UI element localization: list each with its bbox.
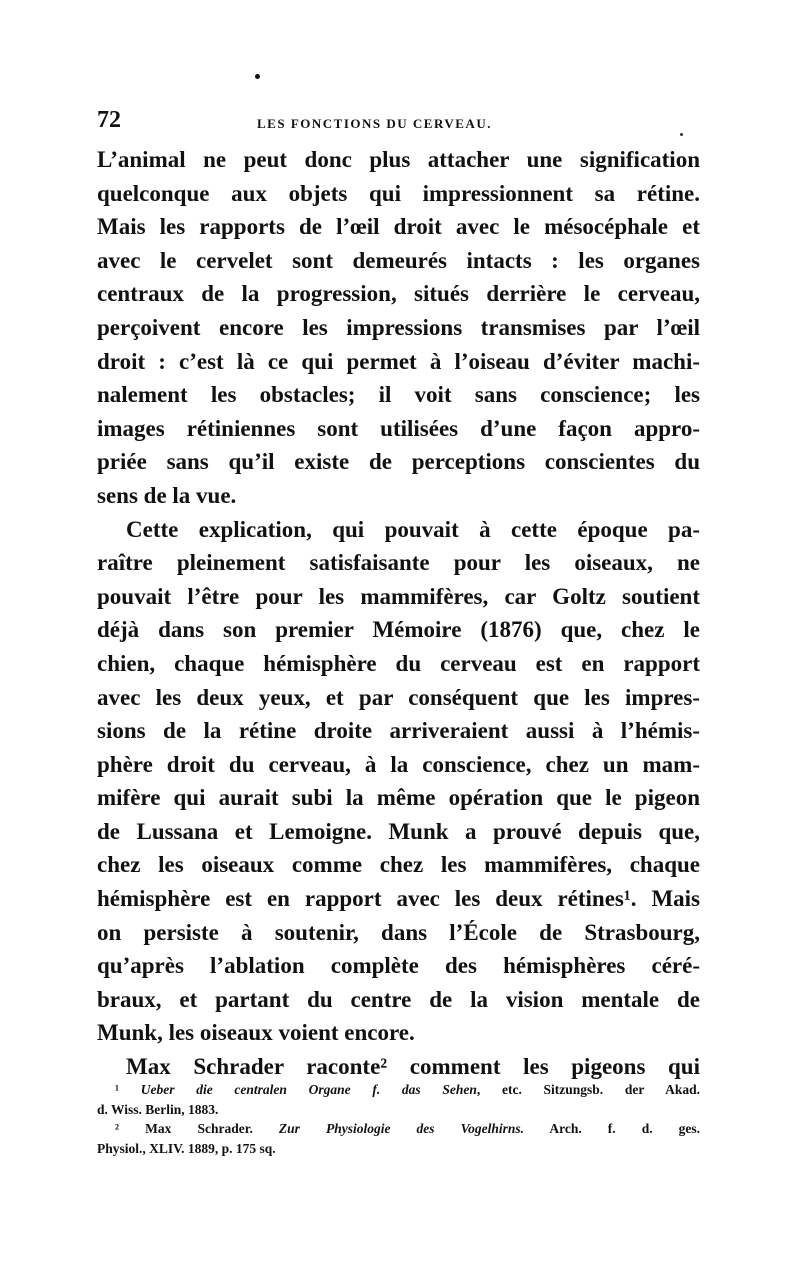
text-line: Max Schrader raconte² comment les pigeons qui	[126, 1054, 700, 1080]
footnote-marker: ¹	[115, 1082, 120, 1097]
text-line: Mais les rapports de l’œil droit avec le mésocéphale et	[97, 214, 700, 240]
text-line: sens de la vue.	[97, 482, 237, 508]
footnote-2	[97, 1119, 700, 1139]
footnote-title: Zur Physiologie des Vogelhirns.	[278, 1121, 524, 1136]
text-line: chien, chaque hémisphère du cerveau est en rapport	[97, 650, 700, 676]
page-header	[97, 108, 707, 132]
text-line: pouvait l’être pour les mammifères, car Goltz soutient	[97, 583, 700, 609]
footnote-1	[97, 1080, 700, 1100]
text-line: on persiste à soutenir, dans l’École de Strasbourg,	[97, 919, 700, 945]
text-line: L’animal ne peut donc plus attacher une signification	[97, 147, 700, 172]
footnote-title: Ueber die centralen Organe f. das Sehen	[140, 1082, 477, 1097]
text-line: chez les oiseaux comme chez les mammifères, chaque	[97, 852, 700, 878]
text-line: avec le cervelet sont demeurés intacts : les organes	[97, 247, 700, 273]
footnotes	[97, 1080, 700, 1158]
text-line: nalement les obstacles; il voit sans conscience; les	[97, 382, 700, 408]
text-line: avec les deux yeux, et par conséquent que les impres-	[97, 684, 700, 710]
text-line: de Lussana et Lemoigne. Munk a prouvé depuis que,	[97, 818, 700, 844]
text-line: raître pleinement satisfaisante pour les oiseaux, ne	[97, 550, 700, 576]
page-number: 72	[97, 107, 121, 133]
text-line: hémisphère est en rapport avec les deux rétines¹. Mais	[97, 886, 700, 912]
footnote-text: , etc. Sitzungsb. der Akad.	[476, 1082, 700, 1097]
footnote-author: Max Schrader.	[145, 1121, 253, 1136]
text-line: mifère qui aurait subi la même opération que le pigeon	[97, 785, 700, 811]
ink-speck	[255, 74, 260, 79]
text-line: quelconque aux objets qui impressionnent sa rétine.	[97, 180, 700, 206]
footnote-1-continued: d. Wiss. Berlin, 1883.	[97, 1101, 219, 1117]
text-line: perçoivent encore les impressions transmises par l’œil	[97, 314, 700, 340]
footnote-marker: ²	[115, 1121, 120, 1136]
text-line: images rétiniennes sont utilisées d’une façon appro-	[97, 415, 700, 441]
text-line: priée sans qu’il existe de perceptions conscientes du	[97, 449, 700, 475]
footnote-text: Arch. f. d. ges.	[549, 1121, 701, 1136]
body-text	[97, 143, 700, 1084]
text-line: phère droit du cerveau, à la conscience, chez un mam-	[97, 751, 700, 777]
text-line: droit : c’est là ce qui permet à l’oiseau d’éviter machi-	[97, 348, 700, 374]
text-line: sions de la rétine droite arriveraient aussi à l’hémis-	[97, 718, 700, 744]
running-head: LES FONCTIONS DU CERVEAU.	[257, 116, 492, 131]
text-line: déjà dans son premier Mémoire (1876) que, chez le	[97, 617, 700, 643]
text-line: qu’après l’ablation complète des hémisphères céré-	[97, 953, 700, 979]
ink-speck	[680, 133, 683, 136]
footnote-2-continued: Physiol., XLIV. 1889, p. 175 sq.	[97, 1140, 276, 1156]
text-line: centraux de la progression, situés derrière le cerveau,	[97, 281, 700, 307]
text-line: Cette explication, qui pouvait à cette époque pa-	[126, 516, 700, 542]
text-line: braux, et partant du centre de la vision mentale de	[97, 986, 700, 1012]
text-line: Munk, les oiseaux voient encore.	[97, 1020, 415, 1046]
